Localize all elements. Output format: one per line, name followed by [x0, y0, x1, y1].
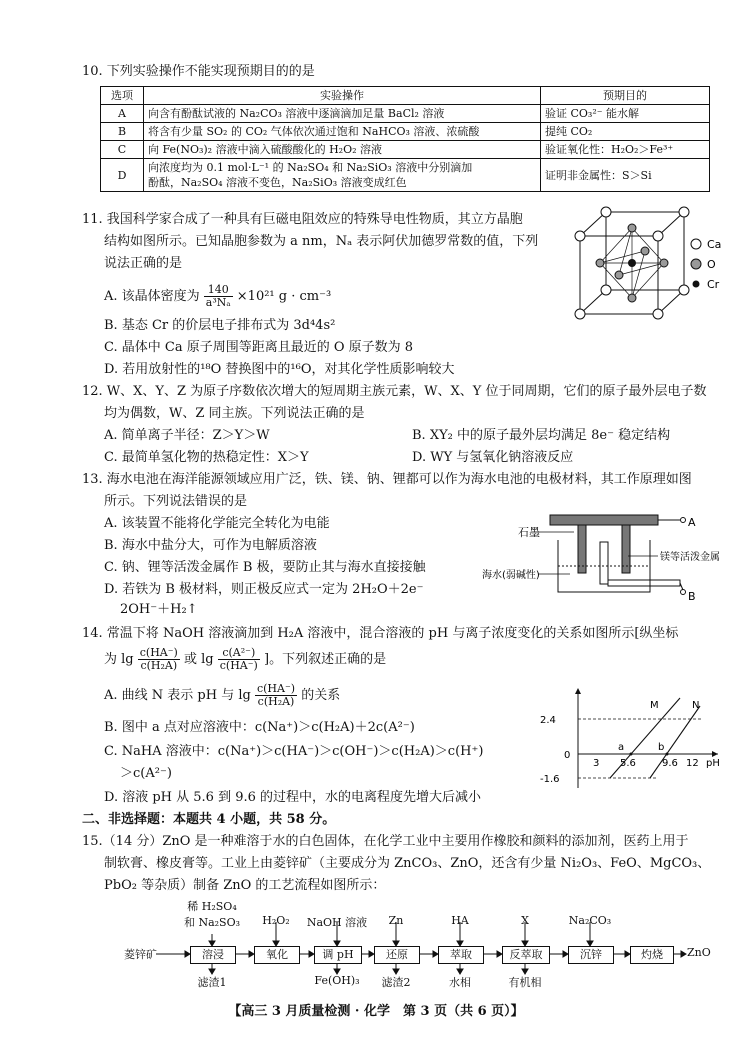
byproduct-fe-oh-3: Fe(OH)₃ [314, 974, 360, 987]
q12-stem-line: 12. W、X、Y、Z 为原子序数依次增大的短周期主族元素，W、X、Y 位于同周期，它们的原子最外层电子数 [82, 384, 707, 399]
table-header-row [101, 87, 710, 105]
table-row [101, 141, 710, 159]
q11-stem-line: 说法正确的是 [104, 256, 183, 271]
flow-start-ore: 菱锌矿 [124, 948, 157, 961]
x-tick-label: 3 [593, 758, 600, 769]
fraction-denominator: c(H₂A) [140, 659, 178, 672]
q11-option-b: B. 基态 Cr 的价层电子排布式为 3d⁴4s² [104, 318, 336, 333]
byproduct-aqueous-phase: 水相 [449, 976, 471, 989]
label-seawater: 海水(弱碱性) [482, 570, 540, 581]
flow-step-leach: 溶浸 [190, 946, 236, 964]
header-operation: 实验操作 [144, 87, 541, 105]
legend-ca: Ca [707, 238, 722, 251]
reagent-x: X [521, 914, 529, 927]
section-heading: 二、非选择题：本题共 4 小题，共 58 分。 [82, 812, 336, 827]
option-a-unit: ×10²¹ g · cm⁻³ [236, 289, 332, 304]
page-footer: 【高三 3 月质量检测 · 化学 第 3 页（共 6 页）】 [228, 1004, 524, 1019]
goal-cell: 验证氧化性：H₂O₂＞Fe³⁺ [541, 141, 710, 159]
crystal-cell-figure [570, 206, 740, 328]
q11-option-d: D. 若用放射性的¹⁸O 替换图中的¹⁶O，对其化学性质影响较大 [104, 362, 455, 377]
operation-cell: 将含有少量 SO₂ 的 CO₂ 气体依次通过饱和 NaHCO₃ 溶液、浓硫酸 [144, 123, 541, 141]
reagent-na2so3: 和 Na₂SO₃ [183, 916, 241, 929]
q11-stem-line: 结构如图所示。已知晶胞参数为 a nm，Nₐ 表示阿伏加德罗常数的值，下列 [104, 234, 539, 249]
reagent-h2o2: H₂O₂ [262, 914, 290, 927]
reagent-ha: HA [451, 914, 469, 927]
q14-option-d: D. 溶液 pH 从 5.6 到 9.6 的过程中，水的电离程度先增大后减小 [104, 790, 482, 805]
q15-stem-line: PbO₂ 等杂质）制备 ZnO 的工艺流程如图所示： [104, 878, 386, 893]
q11-stem-line: 11. 我国科学家合成了一种具有巨磁电阻效应的特殊导电性物质，其立方晶胞 [82, 212, 523, 227]
table-row [101, 105, 710, 123]
q14-stem-line2 [104, 644, 386, 676]
ph-chart [538, 686, 734, 796]
q13-option-d-line2: 2OH⁻＋H₂↑ [120, 602, 198, 617]
operation-cell [144, 159, 541, 192]
byproduct-organic-phase: 有机相 [508, 976, 542, 989]
option-a-text: 的关系 [301, 688, 341, 703]
flow-step-oxidize: 氧化 [254, 946, 300, 964]
q13-option-d-line1: D. 若铁为 B 极材料，则正极反应式一定为 2H₂O＋2e⁻ [104, 582, 424, 597]
operation-line: 酚酞，Na₂SO₄ 溶液不变色，Na₂SiO₃ 溶液变成红色 [148, 176, 407, 189]
byproduct-residue-1: 滤渣1 [197, 976, 227, 989]
y-tick-label: 0 [564, 750, 571, 761]
table-row [101, 123, 710, 141]
fraction-numerator: c(HA⁻) [256, 682, 296, 695]
label-active-metal: 镁等活泼金属 [660, 552, 720, 563]
option-a-text: A. 该晶体密度为 [104, 289, 200, 304]
q10-title: 10. 下列实验操作不能实现预期目的的是 [82, 64, 315, 79]
operation-cell: 向含有酚酞试液的 Na₂CO₃ 溶液中逐滴滴加足量 BaCl₂ 溶液 [144, 105, 541, 123]
q15-stem-line: 15.（14 分）ZnO 是一种难溶于水的白色固体，在化学工业中主要用作橡胶和颜料的添加剂，医药上用于 [82, 834, 689, 849]
q11-option-a [104, 282, 331, 312]
option-cell: C [101, 141, 144, 159]
reagent-na2co3: Na₂CO₃ [568, 914, 612, 927]
y-tick-label: 2.4 [540, 715, 556, 726]
q14-stem-line: 14. 常温下将 NaOH 溶液滴加到 H₂A 溶液中，混合溶液的 pH 与离子浓度变化的关系如图所示[纵坐标 [82, 626, 679, 641]
x-axis-unit: pH [706, 758, 720, 769]
q13-stem-line: 所示。下列说法错误的是 [104, 494, 248, 509]
flow-step-extract: 萃取 [438, 946, 484, 964]
q12-option-d: D. WY 与氢氧化钠溶液反应 [412, 450, 574, 465]
q12-stem-line: 均为偶数，W、Z 同主族。下列说法正确的是 [104, 406, 365, 421]
q15-stem-line: 制软膏、橡皮膏等。工业上由菱锌矿（主要成分为 ZnCO₃、ZnO，还含有少量 Ni₂O₃、FeO、MgCO₃、 [104, 856, 711, 871]
option-cell: B [101, 123, 144, 141]
stem-text: 为 lg [104, 652, 134, 667]
seawater-battery-figure [478, 510, 728, 602]
curve-label-m: M [650, 700, 659, 711]
y-tick-label: -1.6 [540, 774, 560, 785]
density-fraction [204, 284, 233, 309]
q13-option-a: A. 该装置不能将化学能完全转化为电能 [104, 516, 330, 531]
header-option: 选项 [101, 87, 144, 105]
fraction-denominator: c(HA⁻) [219, 659, 258, 672]
q14-option-c-line2: ＞c(A²⁻) [120, 766, 172, 781]
q11-option-c: C. 晶体中 Ca 原子周围等距离且最近的 O 原子数为 8 [104, 340, 414, 355]
curve-label-n: N [692, 700, 700, 711]
legend-cr: Cr [707, 278, 720, 291]
label-electrode-a: A [688, 516, 696, 529]
table-row [101, 159, 710, 192]
q14-option-a [104, 680, 340, 712]
flow-step-calcine: 灼烧 [630, 946, 674, 964]
reagent-zn: Zn [388, 914, 404, 927]
q10-table [100, 86, 710, 192]
fraction-numerator: 140 [204, 284, 233, 297]
x-tick-label: 12 [686, 758, 699, 769]
q14-option-c-line1: C. NaHA 溶液中：c(Na⁺)＞c(HA⁻)＞c(OH⁻)＞c(H₂A)＞c(H⁺) [104, 744, 484, 759]
flow-step-reduce: 还原 [374, 946, 420, 964]
stem-text: 或 lg [184, 652, 214, 667]
stem-text: ]。下列叙述正确的是 [264, 652, 387, 667]
flow-end-product: ZnO [687, 946, 711, 959]
q13-option-c: C. 钠、锂等活泼金属作 B 极，要防止其与海水直接接触 [104, 560, 426, 575]
fraction-denominator: a³Nₐ [205, 296, 231, 309]
label-electrode-b: B [688, 590, 696, 602]
flow-step-precipitate-zinc: 沉锌 [568, 946, 614, 964]
fraction-denominator: c(H₂A) [257, 695, 295, 708]
goal-cell: 证明非金属性：S＞Si [541, 159, 710, 192]
fraction-ha-h2a [138, 647, 180, 672]
operation-line: 向浓度均为 0.1 mol·L⁻¹ 的 Na₂SO₄ 和 Na₂SiO₃ 溶液中分别滴加 [148, 161, 473, 174]
flow-step-adjust-ph: 调 pH [314, 946, 362, 964]
goal-cell: 验证 CO₃²⁻ 能水解 [541, 105, 710, 123]
option-cell: A [101, 105, 144, 123]
reagent-dilute-h2so4: 稀 H₂SO₄ [187, 900, 237, 913]
byproduct-residue-2: 滤渣2 [381, 976, 411, 989]
option-a-text: A. 曲线 N 表示 pH 与 lg [104, 688, 251, 703]
fraction-numerator: c(A²⁻) [218, 647, 260, 660]
q12-option-a: A. 简单离子半径：Z＞Y＞W [104, 428, 270, 443]
q13-option-b: B. 海水中盐分大，可作为电解质溶液 [104, 538, 317, 553]
fraction-ha-h2a [255, 683, 297, 708]
flow-step-back-extract: 反萃取 [502, 946, 550, 964]
label-graphite: 石墨 [518, 526, 540, 539]
point-label-b: b [658, 742, 665, 753]
reagent-naoh: NaOH 溶液 [306, 916, 368, 929]
point-label-a: a [618, 742, 625, 753]
q12-option-b: B. XY₂ 中的原子最外层均满足 8e⁻ 稳定结构 [412, 428, 671, 443]
x-tick-label: 5.6 [620, 758, 636, 769]
q12-option-c: C. 最简单氢化物的热稳定性：X＞Y [104, 450, 309, 465]
fraction-a-ha [218, 647, 260, 672]
operation-cell: 向 Fe(NO₃)₂ 溶液中滴入硫酸酸化的 H₂O₂ 溶液 [144, 141, 541, 159]
header-goal: 预期目的 [541, 87, 710, 105]
q13-stem-line: 13. 海水电池在海洋能源领域应用广泛，铁、镁、钠、锂都可以作为海水电池的电极材料，其工作原理如图 [82, 472, 692, 487]
fraction-numerator: c(HA⁻) [139, 646, 178, 659]
x-tick-label: 9.6 [662, 758, 678, 769]
q14-option-b: B. 图中 a 点对应溶液中：c(Na⁺)＞c(H₂A)＋2c(A²⁻) [104, 720, 415, 735]
goal-cell: 提纯 CO₂ [541, 123, 710, 141]
option-cell: D [101, 159, 144, 192]
legend-o: O [707, 258, 716, 271]
